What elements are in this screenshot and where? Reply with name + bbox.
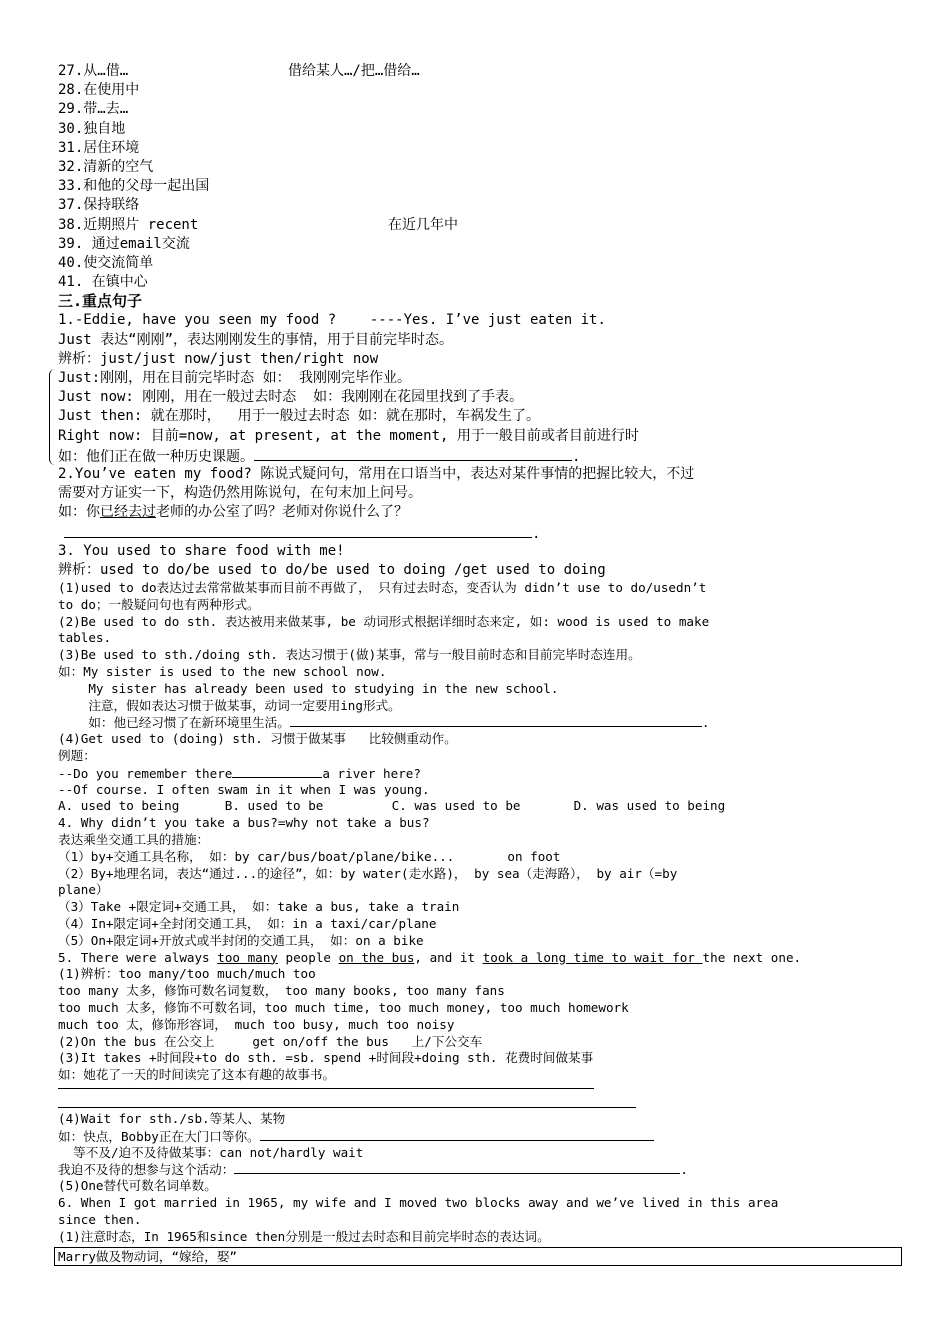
comparison-item: Just:刚刚，用在目前完毕时态 如： 我刚刚完毕作业。	[58, 370, 411, 386]
document-page	[58, 62, 898, 1266]
sentence-3	[58, 542, 898, 816]
exercise-line: 我迫不及待的想参与这个活动： .	[58, 1162, 688, 1178]
note: 注意，假如表达习惯于做某事，动词一定要用ing形式。	[58, 697, 401, 713]
explanation: Just 表达“刚刚”，表达刚刚发生的事情，用于目前完毕时态。	[58, 331, 453, 348]
explanation: 需要对方证实一下，构造仍然用陈说句，在句末加上问号。	[58, 485, 422, 502]
exercise-line: 如：他们正在做一种历史课题。 .	[58, 446, 898, 465]
answer-blank[interactable]	[234, 1161, 680, 1174]
answer-options: A. used to being B. used to be C. was used to be D. was used to being	[58, 798, 726, 814]
answer-blank[interactable]	[232, 765, 322, 778]
exercise-line: 如：快点，Bobby正在大门口等你。	[58, 1128, 898, 1145]
list-item: （4）In+限定词+全封闭交通工具， 如：in a taxi/car/plane	[58, 916, 437, 931]
sentence-4	[58, 815, 898, 949]
phrase-item: 29.带…去…	[58, 101, 129, 118]
answer-blank[interactable]	[64, 523, 532, 538]
list-item: （5）On+限定词+开放式或半封闭的交通工具， 如：on a bike	[58, 932, 424, 948]
list-item: much too 太，修饰形容词， much too busy, much too noisy	[58, 1016, 455, 1032]
list-item: （3）Take +限定词+交通工具， 如：take a bus, take a train	[58, 899, 460, 915]
answer-blank[interactable]	[254, 446, 572, 461]
phrase-item: 39. 通过email交流	[58, 235, 190, 252]
list-item: plane）	[58, 882, 109, 898]
answer-blank[interactable]	[58, 1107, 636, 1108]
answer-blank[interactable]	[58, 1088, 594, 1089]
phrase-list	[58, 62, 898, 292]
list-item: (5)One替代可数名词单数。	[58, 1178, 217, 1194]
phrase-item: 40.使交流简单	[58, 254, 154, 271]
explanation: (3)Be used to sth./doing sth. 表达习惯于(做)某事，常与一般目前时态和目前完毕时态连用。	[58, 647, 641, 663]
list-item: too much 太多，修饰不可数名词，too much time, too much money, too much homework	[58, 999, 629, 1015]
comparison-heading: 辨析：used to do/be used to do/be used to doing /get used to doing	[58, 561, 606, 578]
exercise-line: 如：她花了一天的时间读完了这本有趣的故事书。	[58, 1067, 336, 1083]
phrase-item: 37.保持联络	[58, 197, 140, 214]
phrase-item: 38.近期照片 recent 在近几年中	[58, 216, 458, 233]
sentence-text: 1.-Eddie, have you seen my food ? ----Yes. I’ve just eaten it.	[58, 312, 606, 329]
phrase-item: 27.从…借… 借给某人…/把…借给…	[58, 63, 420, 79]
sentence-5	[58, 950, 898, 1195]
example: 如：My sister is used to the new school now.	[58, 664, 387, 680]
sentence-text: 5. There were always too many people on the bus, and it took a long time to wait for the next one.	[58, 949, 802, 965]
phrase-item: 33.和他的父母一起出国	[58, 178, 210, 195]
example-label: 例题：	[58, 748, 96, 764]
brace-mark	[49, 369, 58, 465]
explanation: (1)注意时态，In 1965和since then分别是一般过去时态和目前完毕时态的表达词。	[58, 1228, 550, 1244]
sentence-2	[58, 465, 898, 542]
explanation: (1)used to do表达过去常常做某事而目前不再做了， 只有过去时态，变否认为 didn’t use to do/usedn’t	[58, 580, 707, 596]
section-title: 三.重点句子	[58, 292, 143, 311]
sentence-1	[58, 311, 898, 465]
explanation: to do；一般疑问句也有两种形式。	[58, 596, 260, 612]
phrase-item: 28.在使用中	[58, 82, 140, 99]
explanation: (2)Be used to do sth. 表达被用来做某事, be 动词形式根据详细时态来定, 如: wood is used to make	[58, 613, 710, 629]
answer-blank[interactable]	[290, 714, 702, 727]
comparison-item: Just then: 就在那时， 用于一般过去时态 如：就在那时，车祸发生了。	[58, 408, 541, 425]
sentence-text: 4. Why didn’t you take a bus?=why not take a bus?	[58, 815, 430, 831]
question: --Do you remember there a river here?	[58, 765, 421, 781]
list-item: （2）By+地理名词，表达“通过...的途径”，如：by water(走水路)， by sea（走海路）， by air（=by	[58, 865, 678, 881]
exercise-line: 如：你已经去过老师的办公室了吗？老师对你说什么了？	[58, 504, 408, 521]
phrase-item: 32.清新的空气	[58, 158, 154, 175]
list-item: (2)On the bus 在公交上 get on/off the bus 上/下公交车	[58, 1033, 483, 1049]
list-item: (3)It takes +时间段+to do sth. =sb. spend +时间段+doing sth. 花费时间做某事	[58, 1050, 594, 1066]
note-box: Marry做及物动词，“嫁给，娶”	[54, 1247, 902, 1266]
question: --Of course. I often swam in it when I was young.	[58, 781, 430, 797]
comparison-group	[58, 369, 898, 465]
sentence-text: since then.	[58, 1211, 142, 1227]
explanation: tables.	[58, 630, 112, 646]
comparison-heading: 辨析：just/just now/just then/right now	[58, 350, 379, 367]
answer-blank[interactable]	[260, 1128, 654, 1141]
example: My sister has already been used to studying in the new school.	[58, 680, 559, 696]
exercise-line: .	[58, 523, 898, 542]
comparison-item: Right now: 目前=now, at present, at the moment, 用于一般目前或者目前进行时	[58, 427, 639, 444]
sentence-6	[58, 1195, 898, 1266]
comparison-item: Just now: 刚刚，用在一般过去时态 如：我刚刚在花园里找到了手表。	[58, 389, 524, 406]
phrase-item: 31.居住环境	[58, 139, 140, 156]
list-item: （1）by+交通工具名称， 如：by car/bus/boat/plane/bike... on foot	[58, 848, 561, 864]
sentence-text: 3. You used to share food with me!	[58, 542, 345, 559]
exercise-line: 如：他已经习惯了在新环境里生活。 .	[58, 715, 710, 731]
comparison-heading: (1)辨析：too many/too much/much too	[58, 966, 316, 982]
explanation: (4)Get used to (doing) sth. 习惯于做某事 比较侧重动作。	[58, 731, 457, 747]
explanation: 表达乘坐交通工具的措施：	[58, 832, 210, 848]
sentence-text: 6. When I got married in 1965, my wife and I moved two blocks away and we’ve lived in this area	[58, 1194, 779, 1210]
phrase-item: 30.独自地	[58, 120, 126, 137]
phrase-item: 41. 在镇中心	[58, 274, 148, 291]
note: 等不及/迫不及待做某事：can not/hardly wait	[58, 1144, 364, 1160]
list-item: (4)Wait for sth./sb.等某人、某物	[58, 1110, 286, 1126]
list-item: too many 太多，修饰可数名词复数， too many books, too many fans	[58, 983, 505, 999]
sentence-text: 2.You’ve eaten my food? 陈说式疑问句，常用在口语当中，表达对某件事情的把握比较大，不过	[58, 465, 695, 482]
